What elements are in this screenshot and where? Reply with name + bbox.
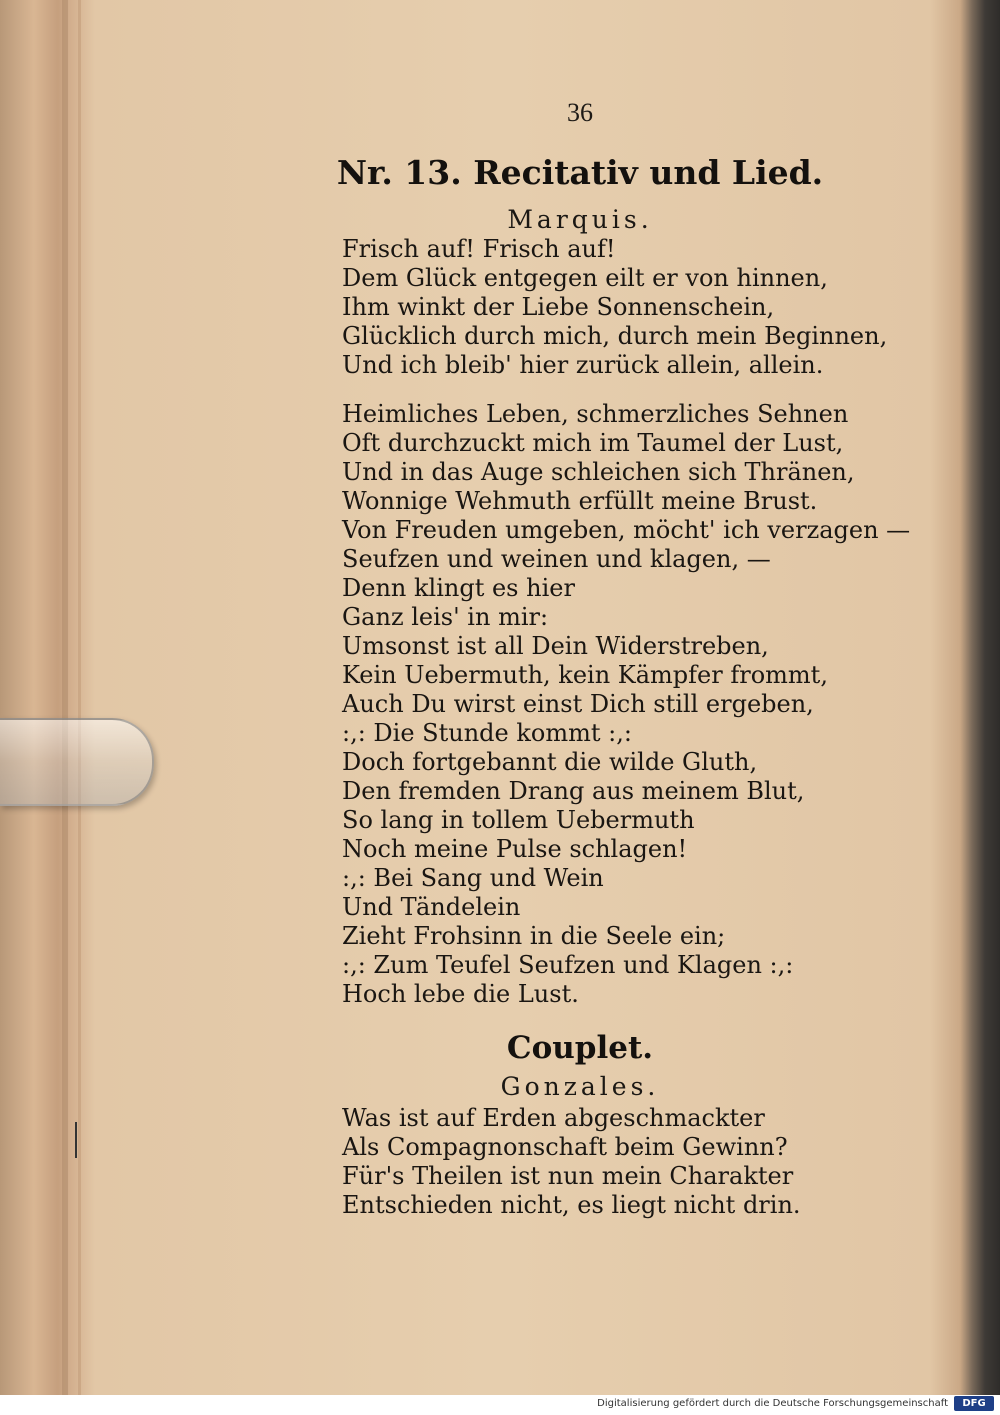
verse-line: Den fremden Drang aus meinem Blut,: [342, 777, 805, 805]
dfg-logo: DFG: [954, 1396, 994, 1411]
stanza: [342, 1104, 801, 1220]
verse-line: Seufzen und weinen und klagen, —: [342, 545, 771, 573]
verse-line: Noch meine Pulse schlagen!: [342, 835, 688, 863]
verse-line: :,: Die Stunde kommt :,:: [342, 719, 632, 747]
verse-line: Auch Du wirst einst Dich still ergeben,: [342, 690, 814, 718]
page-edge: [62, 0, 68, 1395]
verse-line: Wonnige Wehmuth erfüllt meine Brust.: [342, 487, 818, 515]
section-heading: Couplet.: [506, 1030, 654, 1066]
verse-line: Zieht Frohsinn in die Seele ein;: [342, 922, 726, 950]
verse-line: Heimliches Leben, schmerzliches Sehnen: [342, 400, 849, 428]
stanza: [342, 400, 910, 1009]
verse-line: Oft durchzuckt mich im Taumel der Lust,: [342, 429, 844, 457]
verse-line: Von Freuden umgeben, möcht' ich verzagen —: [342, 516, 911, 544]
page-number: 36: [567, 98, 593, 127]
verse-line: Doch fortgebannt die wilde Gluth,: [342, 748, 758, 776]
verse-line: Ganz leis' in mir:: [342, 603, 549, 631]
verse-line: :,: Zum Teufel Seufzen und Klagen :,:: [342, 951, 794, 979]
verse-line: Glücklich durch mich, durch mein Beginnen,: [342, 322, 888, 350]
margin-mark: [75, 1122, 77, 1158]
verse-line: Und ich bleib' hier zurück allein, allein.: [342, 351, 824, 379]
stanza: [342, 235, 887, 380]
verse-line: Kein Uebermuth, kein Kämpfer frommt,: [342, 661, 828, 689]
speaker-name: Gonzales.: [500, 1072, 660, 1101]
verse-line: Und in das Auge schleichen sich Thränen,: [342, 458, 855, 486]
verse-line: Als Compagnonschaft beim Gewinn?: [342, 1133, 788, 1161]
verse-line: So lang in tollem Uebermuth: [342, 806, 695, 834]
verse-line: :,: Bei Sang und Wein: [342, 864, 604, 892]
speaker-name: Marquis.: [507, 205, 653, 234]
page-edge: [78, 0, 81, 1395]
verse-line: Ihm winkt der Liebe Sonnenschein,: [342, 293, 775, 321]
verse-line: Entschieden nicht, es liegt nicht drin.: [342, 1191, 801, 1219]
bookmark-clip: [0, 718, 154, 806]
verse-line: Und Tändelein: [342, 893, 521, 921]
verse-line: Was ist auf Erden abgeschmackter: [342, 1104, 765, 1132]
verse-line: Dem Glück entgegen eilt er von hinnen,: [342, 264, 828, 292]
verse-line: Für's Theilen ist nun mein Charakter: [342, 1162, 794, 1190]
footer-credit: Digitalisierung gefördert durch die Deutsche Forschungsgemeinschaft: [597, 1398, 948, 1409]
verse-line: Frisch auf! Frisch auf!: [342, 235, 616, 263]
verse-line: Umsonst ist all Dein Widerstreben,: [342, 632, 769, 660]
verse-line: Hoch lebe die Lust.: [342, 980, 579, 1008]
verse-line: Denn klingt es hier: [342, 574, 575, 602]
page-heading: Nr. 13. Recitativ und Lied.: [336, 153, 824, 192]
